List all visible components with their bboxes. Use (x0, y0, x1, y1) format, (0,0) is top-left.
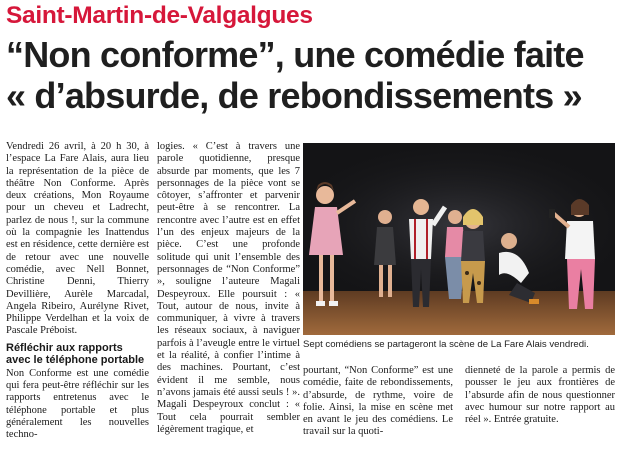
paragraph-quote: logies. « C’est à travers une parole quotidienne, presque absurde par moments, que les 7 personnages de la pièce vont se côtoyer, s’affronter et parvenir peut-être à se rencontrer. La rencontre avec l’autre est en effet l’un des enjeux majeurs de la pièce. C’est une profonde solitude qui unit l’ensemble des personnages de “Non Conforme” », souligne l’auteure Magali Despeyroux. Elle poursuit : « Tout, autour de nous, invite à communiquer, à vivre à travers les réseaux sociaux, à naviguer parfois à l’aveugle entre le virtuel et la réalité, à confier l’intime à des machines. Pourtant, c’est évident il me semble, nous n’avons jamais été aussi seuls ! ». Magali Despeyroux conclut : « Tout cela pourrait sembler légèrement tragique, et (157, 141, 300, 435)
column-2 (157, 141, 300, 436)
article-headline (6, 34, 618, 116)
paragraph-intro: Vendredi 26 avril, à 20 h 30, à l’espace La Fare Alais, aura lieu la représentation de la pièce de théâtre Non Conforme. Après deux créations, Mon Royaume pour un cheveu et Ladrecht, parlez de nous !, sur la commune où la compagnie les Inattendus est en résidence, cette dernière est de retour avec une nouvelle comédie, avec Nell Bonnet, Christine Denni, Thierry Devillière, Aurèle Marcadal, Angela Ribeiro, Aurélyne Rivet, Philippe Verdelhan et la voix de Pascale Préboist. (6, 141, 149, 337)
paragraph-phone: Non Conforme est une comédie qui fera peut-être réfléchir sur les rapports entretenus avec le téléphone portable et plus généralement les nouvelles techno- (6, 367, 149, 441)
column-1 (6, 141, 149, 442)
paragraph-closing: dienneté de la parole a permis de pousser le jeu aux frontières de l’absurde afin de nous questionner avec humour sur notre rapport au réel ». Entrée gratuite. (465, 365, 615, 426)
paragraph-comedy: pourtant, “Non Conforme” est une comédie, faite de rebondissements, d’absurde, de rythme, voire de folie. Ainsi, la mise en scène met en avant le jeu des comédiens. Le travail sur la quoti- (303, 365, 453, 438)
stage-photo-illustration (303, 143, 615, 335)
column-4 (465, 365, 615, 426)
headline-line-1: “Non conforme”, une comédie faite (6, 34, 584, 75)
photo-caption: Sept comédiens se partageront la scène de La Fare Alais vendredi. (303, 339, 589, 350)
headline-line-2: « d’absurde, de rebondissements » (6, 75, 582, 116)
section-subhead: Réfléchir aux rapports avec le téléphone portable (6, 341, 145, 367)
stage-photo (303, 143, 615, 335)
article-kicker: Saint-Martin-de-Valgalgues (6, 2, 313, 29)
column-3 (303, 365, 453, 439)
